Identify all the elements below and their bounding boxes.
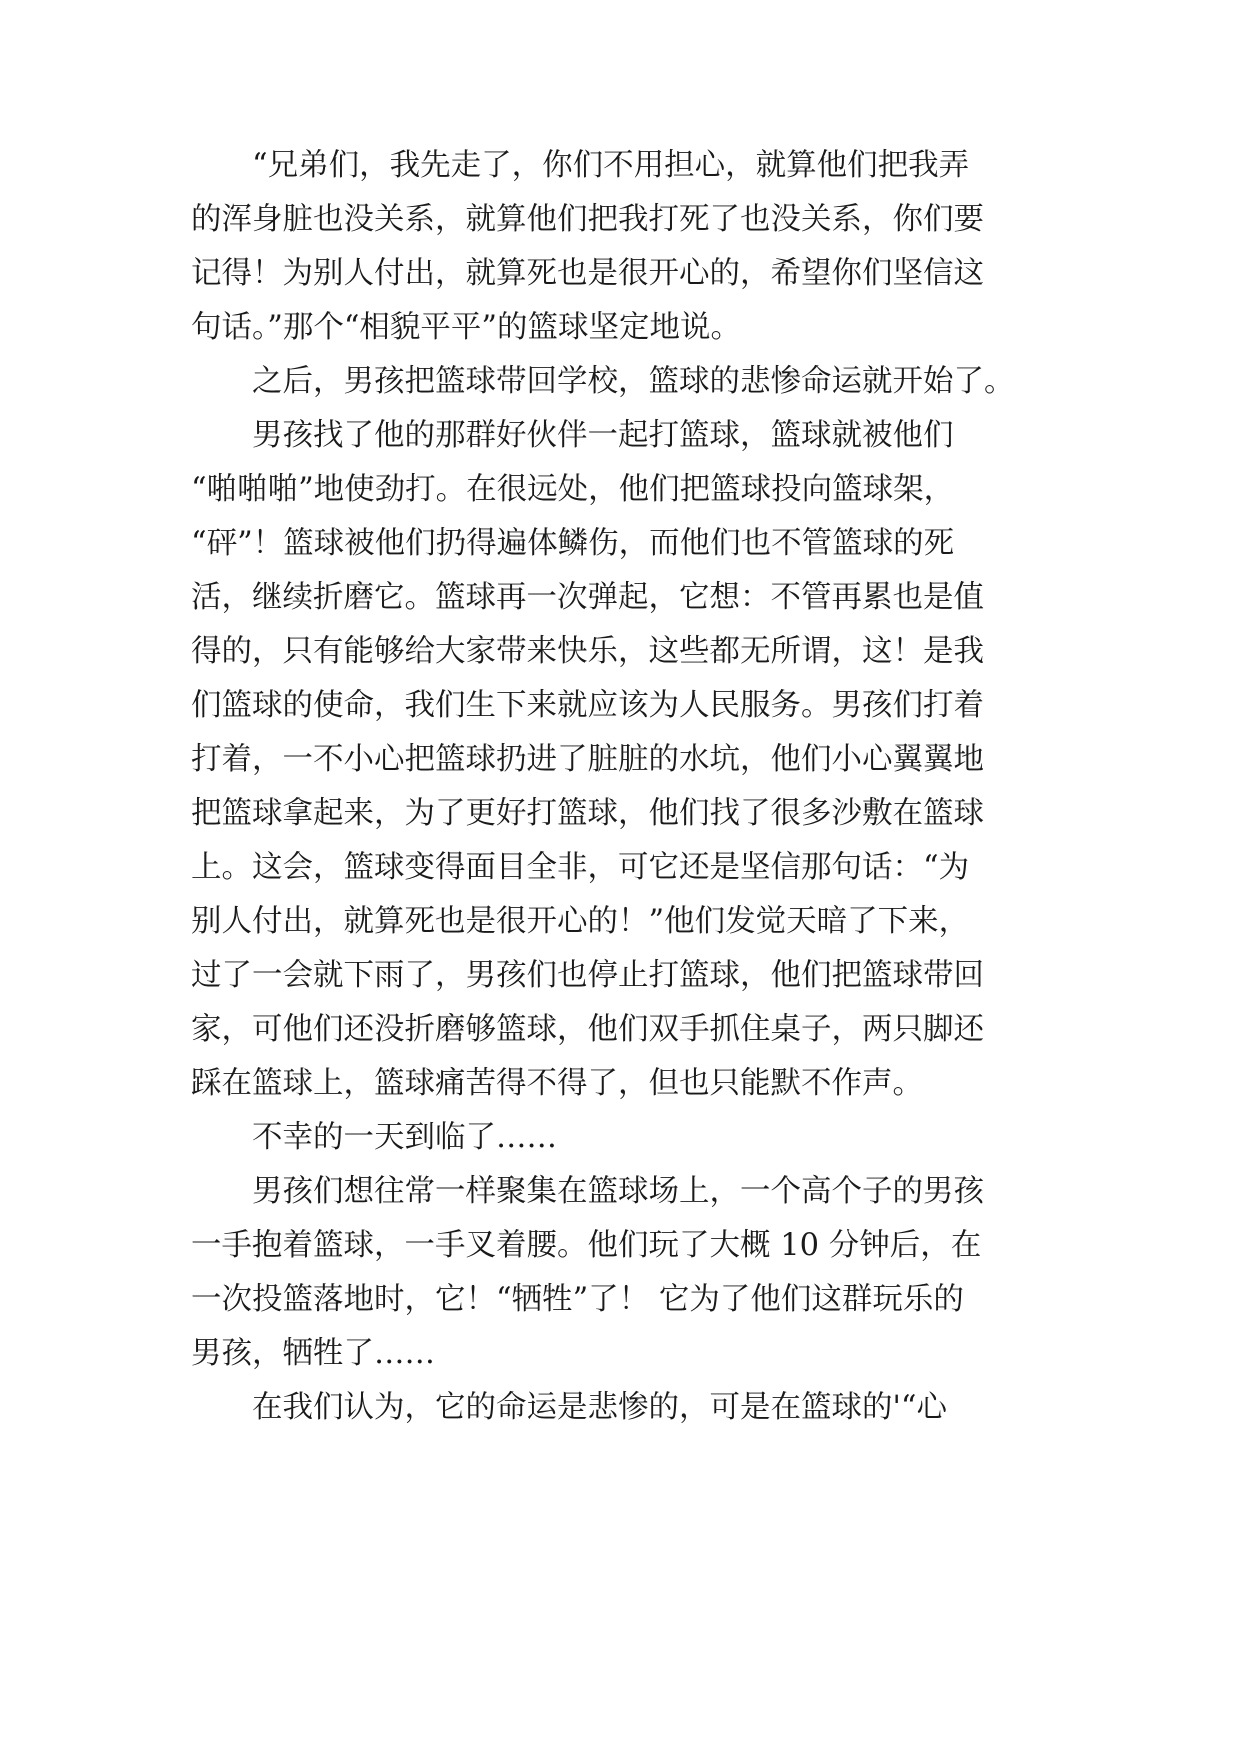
text-line: 活，继续折磨它。篮球再一次弹起，它想：不管再累也是值 [191,580,984,615]
text-line: “兄弟们，我先走了，你们不用担心，就算他们把我弄 [191,148,970,183]
text-line: 男孩，牺牲了…… [191,1336,435,1371]
text-line: 打着，一不小心把篮球扔进了脏脏的水坑，他们小心翼翼地 [191,742,984,777]
text-line: 上。这会，篮球变得面目全非，可它还是坚信那句话：“为 [191,850,970,885]
text-line: 男孩找了他的那群好伙伴一起打篮球，篮球就被他们 [191,418,954,453]
text-line: 句话。”那个“相貌平平”的篮球坚定地说。 [191,310,742,345]
text-line: 别人付出，就算死也是很开心的！”他们发觉天暗了下来， [191,904,970,939]
text-line: 一手抱着篮球，一手叉着腰。他们玩了大概 10 分钟后，在 [191,1228,982,1263]
text-line: 过了一会就下雨了，男孩们也停止打篮球，他们把篮球带回 [191,958,984,993]
text-line: “砰”！篮球被他们扔得遍体鳞伤，而他们也不管篮球的死 [191,526,955,561]
text-line: 得的，只有能够给大家带来快乐，这些都无所谓，这！是我 [191,634,984,669]
text-line: 之后，男孩把篮球带回学校，篮球的悲惨命运就开始了。 [191,364,1015,399]
text-line: 不幸的一天到临了…… [191,1120,557,1155]
text-line: 的浑身脏也没关系，就算他们把我打死了也没关系，你们要 [191,202,984,237]
text-line: 家，可他们还没折磨够篮球，他们双手抓住桌子，两只脚还 [191,1012,984,1047]
text-line: 记得！为别人付出，就算死也是很开心的，希望你们坚信这 [191,256,984,291]
text-line: 把篮球拿起来，为了更好打篮球，他们找了很多沙敷在篮球 [191,796,984,831]
text-line: 一次投篮落地时，它！“牺牲”了！ 它为了他们这群玩乐的 [191,1282,964,1317]
text-line: “啪啪啪”地使劲打。在很远处，他们把篮球投向篮球架， [191,472,955,507]
text-line: 踩在篮球上，篮球痛苦得不得了，但也只能默不作声。 [191,1066,923,1101]
text-line: 们篮球的使命，我们生下来就应该为人民服务。男孩们打着 [191,688,984,723]
text-line: 在我们认为，它的命运是悲惨的，可是在篮球的'“心 [191,1390,947,1425]
text-line: 男孩们想往常一样聚集在篮球场上，一个高个子的男孩 [191,1174,984,1209]
